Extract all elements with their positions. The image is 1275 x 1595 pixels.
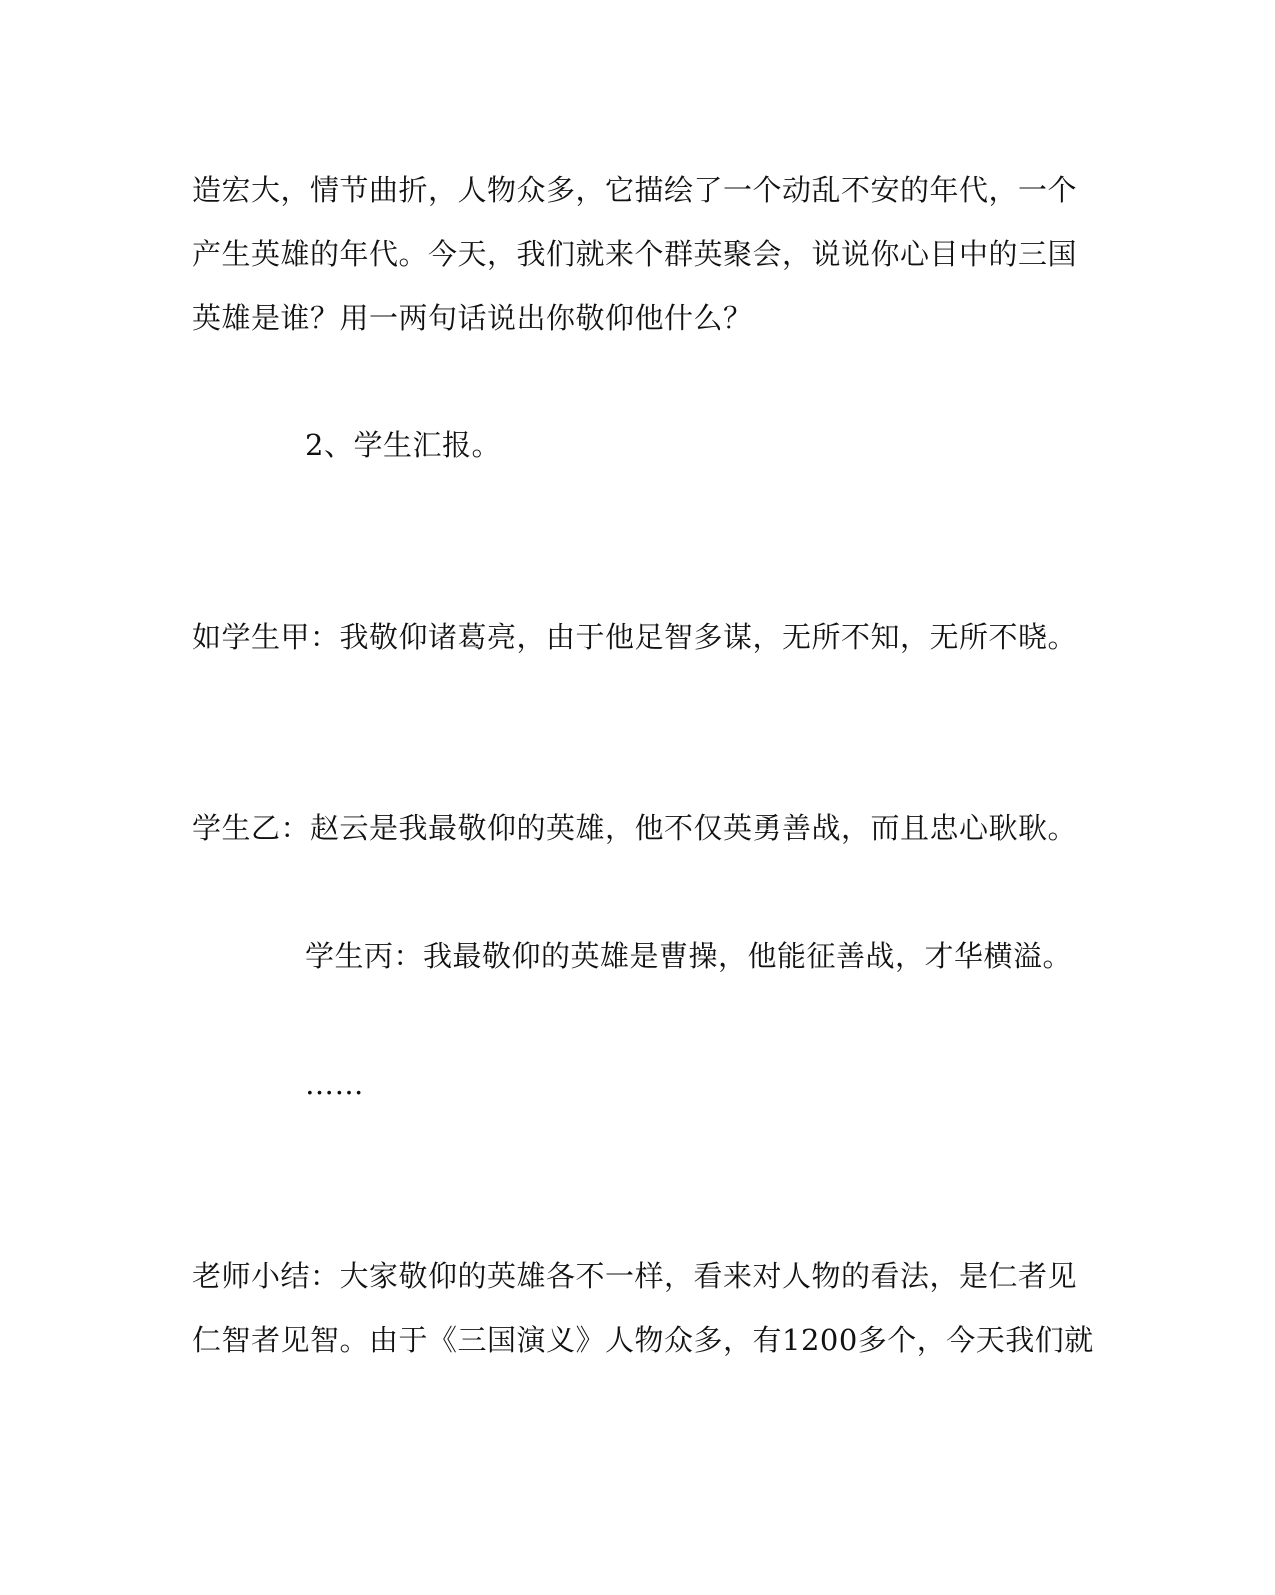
paragraph-line: 英雄是谁？用一两句话说出你敬仰他什么？ — [192, 301, 753, 335]
paragraph-line: 产生英雄的年代。今天，我们就来个群英聚会，说说你心目中的三国 — [192, 237, 1078, 271]
ellipsis-line: …… — [305, 1067, 364, 1101]
teacher-summary-line: 仁智者见智。由于《三国演义》人物众多，有1200多个，今天我们就 — [192, 1323, 1094, 1357]
teacher-summary-line: 老师小结：大家敬仰的英雄各不一样，看来对人物的看法，是仁者见 — [192, 1259, 1078, 1293]
student-answer-a: 如学生甲：我敬仰诸葛亮，由于他足智多谋，无所不知，无所不晓。 — [192, 620, 1078, 654]
student-answer-b: 学生乙：赵云是我最敬仰的英雄，他不仅英勇善战，而且忠心耿耿。 — [192, 811, 1078, 845]
paragraph-line: 造宏大，情节曲折，人物众多，它描绘了一个动乱不安的年代，一个 — [192, 173, 1078, 207]
section-heading: 2、学生汇报。 — [305, 428, 501, 462]
student-answer-c: 学生丙：我最敬仰的英雄是曹操，他能征善战，才华横溢。 — [305, 939, 1073, 973]
